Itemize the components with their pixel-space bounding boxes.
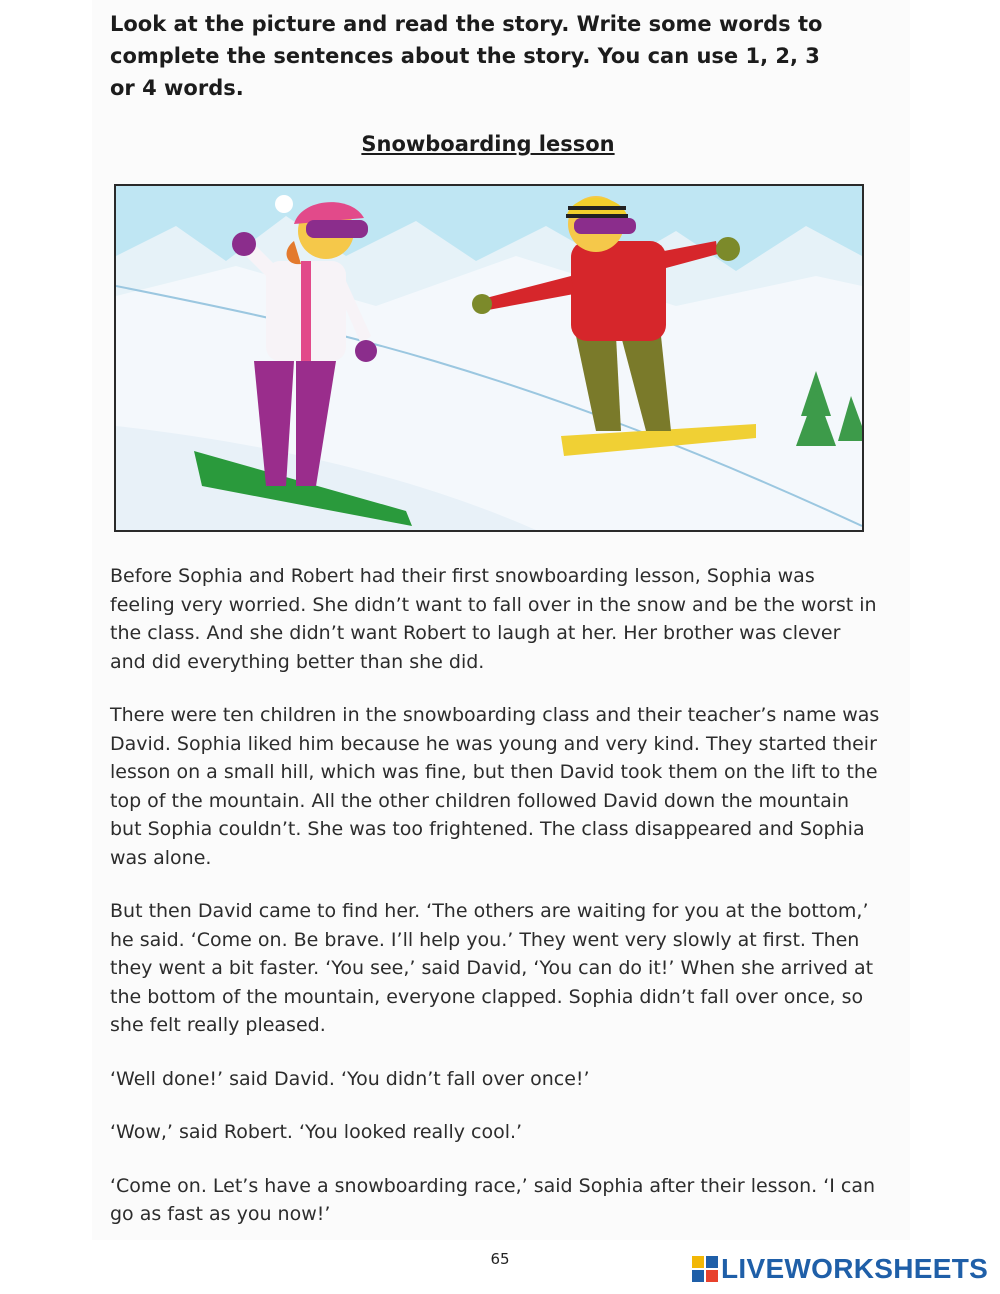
story-text	[110, 562, 880, 1254]
page-number: 65	[490, 1250, 510, 1268]
liveworksheets-logo	[692, 1252, 988, 1286]
story-paragraph: ‘Well done!’ said David. ‘You didn’t fall over once!’	[110, 1067, 590, 1090]
brand-text: LIVEWORKSHEETS	[721, 1253, 989, 1284]
story-paragraph: There were ten children in the snowboarding class and their teacher’s name was David. Sophia liked him because he was young and very kind. They started their lesson on a small hill, which was fine, but then David took them on the lift to the top of the mountain. All the other children followed David down the mountain but Sophia couldn’t. She was too frightened. The class disappeared and Sophia was alone.	[110, 704, 880, 869]
story-title: Snowboarding lesson	[361, 132, 615, 156]
instructions: Look at the picture and read the story. Write some words to complete the sentences about the story. You can use 1, 2, 3 or 4 words.	[110, 12, 823, 100]
story-paragraph: ‘Come on. Let’s have a snowboarding race,’ said Sophia after their lesson. ‘I can go as fast as you now!’	[110, 1174, 876, 1225]
liveworksheets-icon	[692, 1256, 718, 1282]
snowboarders-illustration	[116, 186, 862, 530]
story-illustration	[114, 184, 864, 532]
story-paragraph: ‘Wow,’ said Robert. ‘You looked really cool.’	[110, 1121, 523, 1143]
story-paragraph: But then David came to find her. ‘The others are waiting for you at the bottom,’ he said. ‘Come on. Be brave. I’ll help you.’ They went very slowly at first. Then they went a bit faster. ‘You see,’ said David, ‘You can do it!’ When she arrived at the bottom of the mountain, everyone clapped. Sophia didn’t fall over once, so she felt really pleased.	[110, 900, 874, 1036]
story-paragraph: Before Sophia and Robert had their first snowboarding lesson, Sophia was feeling very worried. She didn’t want to fall over in the snow and be the worst in the class. And she didn’t want Robert to laugh at her. Her brother was clever and did everything better than she did.	[110, 565, 877, 673]
